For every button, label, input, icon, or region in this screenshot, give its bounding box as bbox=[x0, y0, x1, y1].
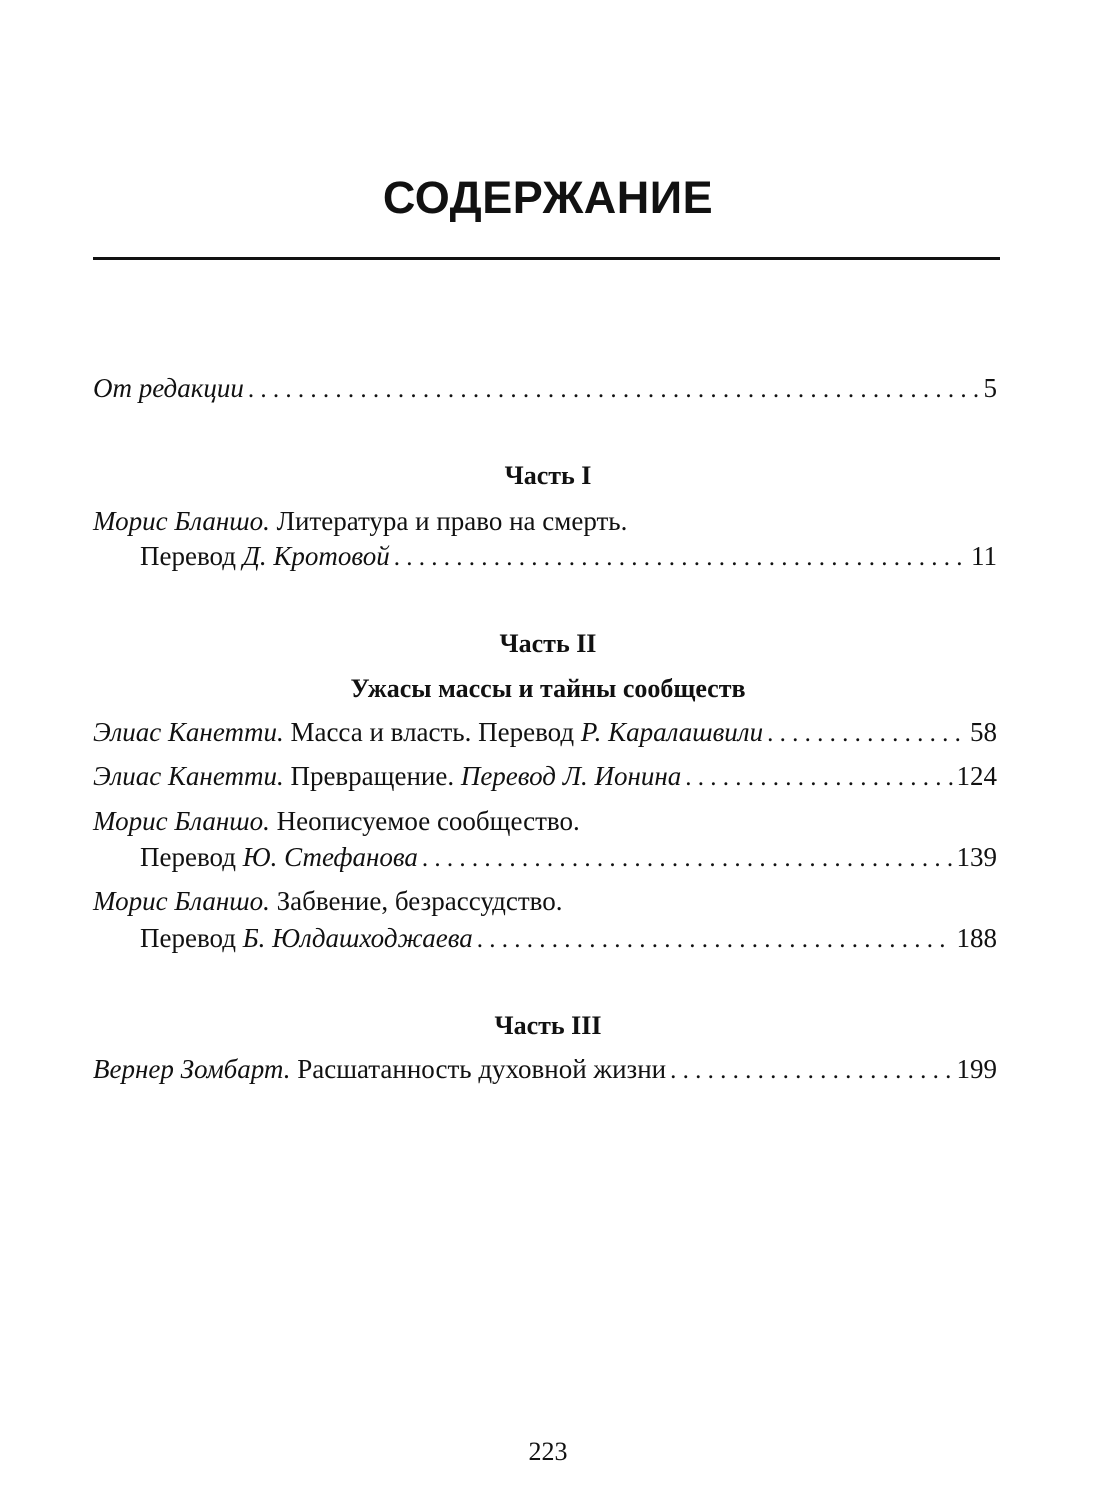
toc-entry[interactable] bbox=[93, 714, 997, 750]
page-number: 188 bbox=[956, 923, 997, 953]
part-heading: Часть I bbox=[504, 461, 592, 490]
folio-page-number: 223 bbox=[528, 1437, 568, 1466]
page-number: 11 bbox=[971, 541, 997, 571]
dot-leader bbox=[477, 922, 953, 958]
page-number: 58 bbox=[970, 717, 997, 747]
page-number: 199 bbox=[956, 1054, 997, 1084]
toc-entry-continuation[interactable] bbox=[140, 839, 997, 875]
entry-author: Элиас Канетти. bbox=[93, 717, 284, 747]
toc-entry-continuation[interactable] bbox=[140, 538, 997, 574]
entry-translator: Б. Юлдашходжаева bbox=[242, 923, 473, 953]
translation-prefix: Перевод bbox=[140, 541, 236, 571]
dot-leader bbox=[685, 760, 952, 796]
toc-entry[interactable] bbox=[93, 883, 997, 919]
entry-translator: Д. Кротовой bbox=[242, 541, 390, 571]
entry-author: Морис Бланшо. bbox=[93, 506, 270, 536]
toc-entry[interactable] bbox=[93, 758, 997, 794]
part-heading: Часть III bbox=[494, 1011, 602, 1040]
toc-entry-continuation[interactable] bbox=[140, 920, 997, 956]
entry-author: Морис Бланшо. bbox=[93, 886, 270, 916]
page-title: СОДЕРЖАНИЕ bbox=[382, 172, 714, 223]
page-number: 5 bbox=[983, 373, 997, 403]
entry-title: Забвение, безрассудство. bbox=[276, 886, 563, 916]
toc-entry[interactable] bbox=[93, 503, 997, 539]
entry-translator: Р. Каралашвили bbox=[580, 717, 764, 747]
dot-leader bbox=[670, 1053, 952, 1089]
toc-entry-intro[interactable] bbox=[93, 370, 997, 406]
title-rule bbox=[93, 257, 1000, 260]
translation-prefix: Перевод bbox=[140, 842, 236, 872]
entry-author: Элиас Канетти. bbox=[93, 761, 284, 791]
dot-leader bbox=[394, 540, 967, 576]
entry-author: Вернер Зомбарт. bbox=[93, 1054, 291, 1084]
part-heading: Часть II bbox=[499, 629, 597, 658]
entry-author: Морис Бланшо. bbox=[93, 806, 270, 836]
dot-leader bbox=[248, 372, 980, 408]
entry-title: Неописуемое сообщество. bbox=[276, 806, 580, 836]
entry-translator: Перевод Л. Ионина bbox=[460, 761, 682, 791]
entry-title: От редакции bbox=[93, 373, 244, 403]
entry-title: Масса и власть. Перевод bbox=[290, 717, 575, 747]
entry-title: Расшатанность духовной жизни bbox=[297, 1054, 667, 1084]
part-subheading: Ужасы массы и тайны сообществ bbox=[350, 674, 746, 703]
dot-leader bbox=[422, 841, 953, 877]
entry-title: Литература и право на смерть. bbox=[276, 506, 628, 536]
translation-prefix: Перевод bbox=[140, 923, 236, 953]
page-number: 139 bbox=[956, 842, 997, 872]
entry-title: Превращение. bbox=[290, 761, 455, 791]
dot-leader bbox=[767, 716, 966, 752]
page-number: 124 bbox=[956, 761, 997, 791]
toc-entry[interactable] bbox=[93, 803, 997, 839]
toc-entry[interactable] bbox=[93, 1051, 997, 1087]
entry-translator: Ю. Стефанова bbox=[242, 842, 418, 872]
